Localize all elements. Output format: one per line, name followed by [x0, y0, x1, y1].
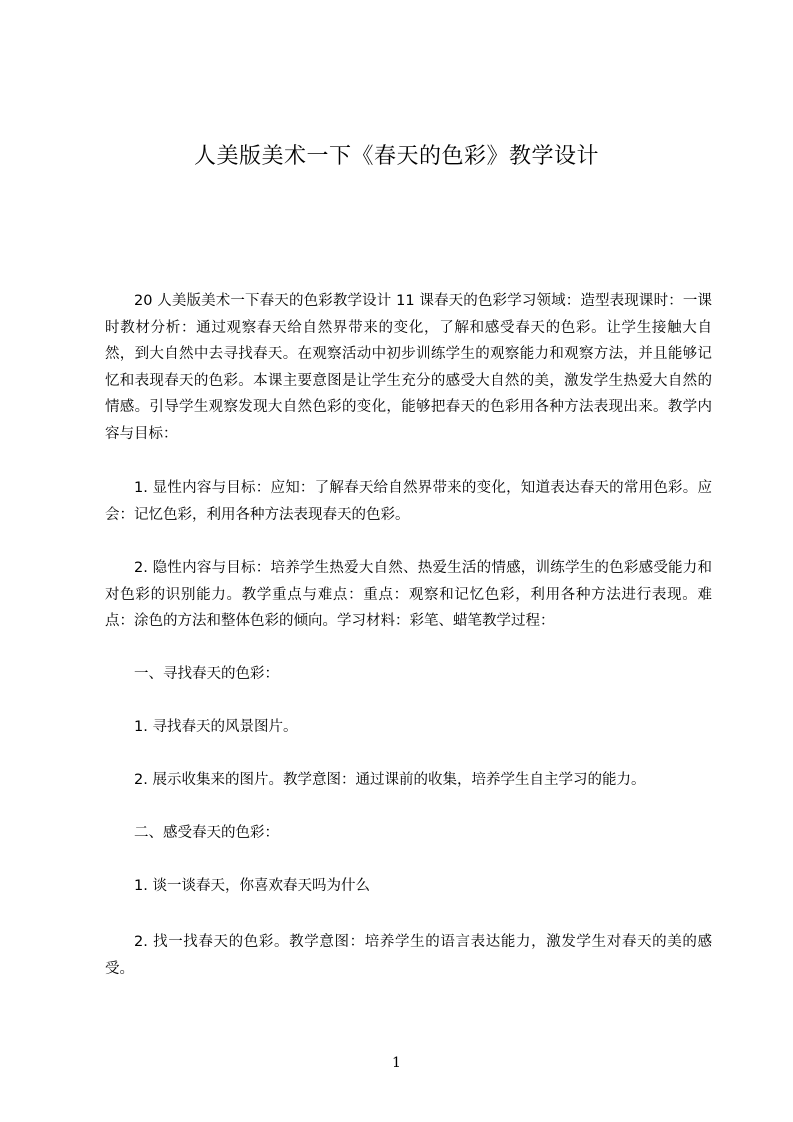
paragraph-explicit-goals: 1. 显性内容与目标：应知：了解春天给自然界带来的变化，知道表达春天的常用色彩。应会：记忆色彩，利用各种方法表现春天的色彩。 [105, 480, 712, 523]
paragraph-intro: 20 人美版美术一下春天的色彩教学设计 11 课春天的色彩学习领域：造型表现课时：一课时教材分析：通过观察春天给自然界带来的变化，了解和感受春天的色彩。让学生接触大自然，到大自然中去寻找春天。在观察活动中初步训练学生的观察能力和观察方法，并且能够记忆和表现春天的色彩。本课主要意图是让学生充分的感受大自然的美，激发学生热爱大自然的情感。引导学生观察发现大自然色彩的变化，能够把春天的色彩用各种方法表现出来。教学内容与目标： [105, 293, 712, 442]
document-title: 人美版美术一下《春天的色彩》教学设计 [193, 144, 599, 169]
list-item: 1. 寻找春天的风景图片。 [134, 719, 298, 735]
list-item: 2. 展示收集来的图片。教学意图：通过课前的收集，培养学生自主学习的能力。 [134, 772, 646, 788]
section-heading-2: 二、感受春天的色彩： [134, 825, 279, 841]
paragraph-implicit-goals: 2. 隐性内容与目标：培养学生热爱大自然、热爱生活的情感，训练学生的色彩感受能力和对色彩的识别能力。教学重点与难点：重点：观察和记忆色彩，利用各种方法进行表现。难点：涂色的方法和整体色彩的倾向。学习材料：彩笔、蜡笔教学过程： [105, 560, 712, 629]
list-item: 2. 找一找春天的色彩。教学意图：培养学生的语言表达能力，激发学生对春天的美的感受。 [105, 934, 712, 977]
list-item: 1. 谈一谈春天，你喜欢春天吗为什么 [134, 878, 370, 894]
page-number: 1 [392, 1055, 401, 1071]
section-heading-1: 一、寻找春天的色彩： [134, 666, 279, 682]
